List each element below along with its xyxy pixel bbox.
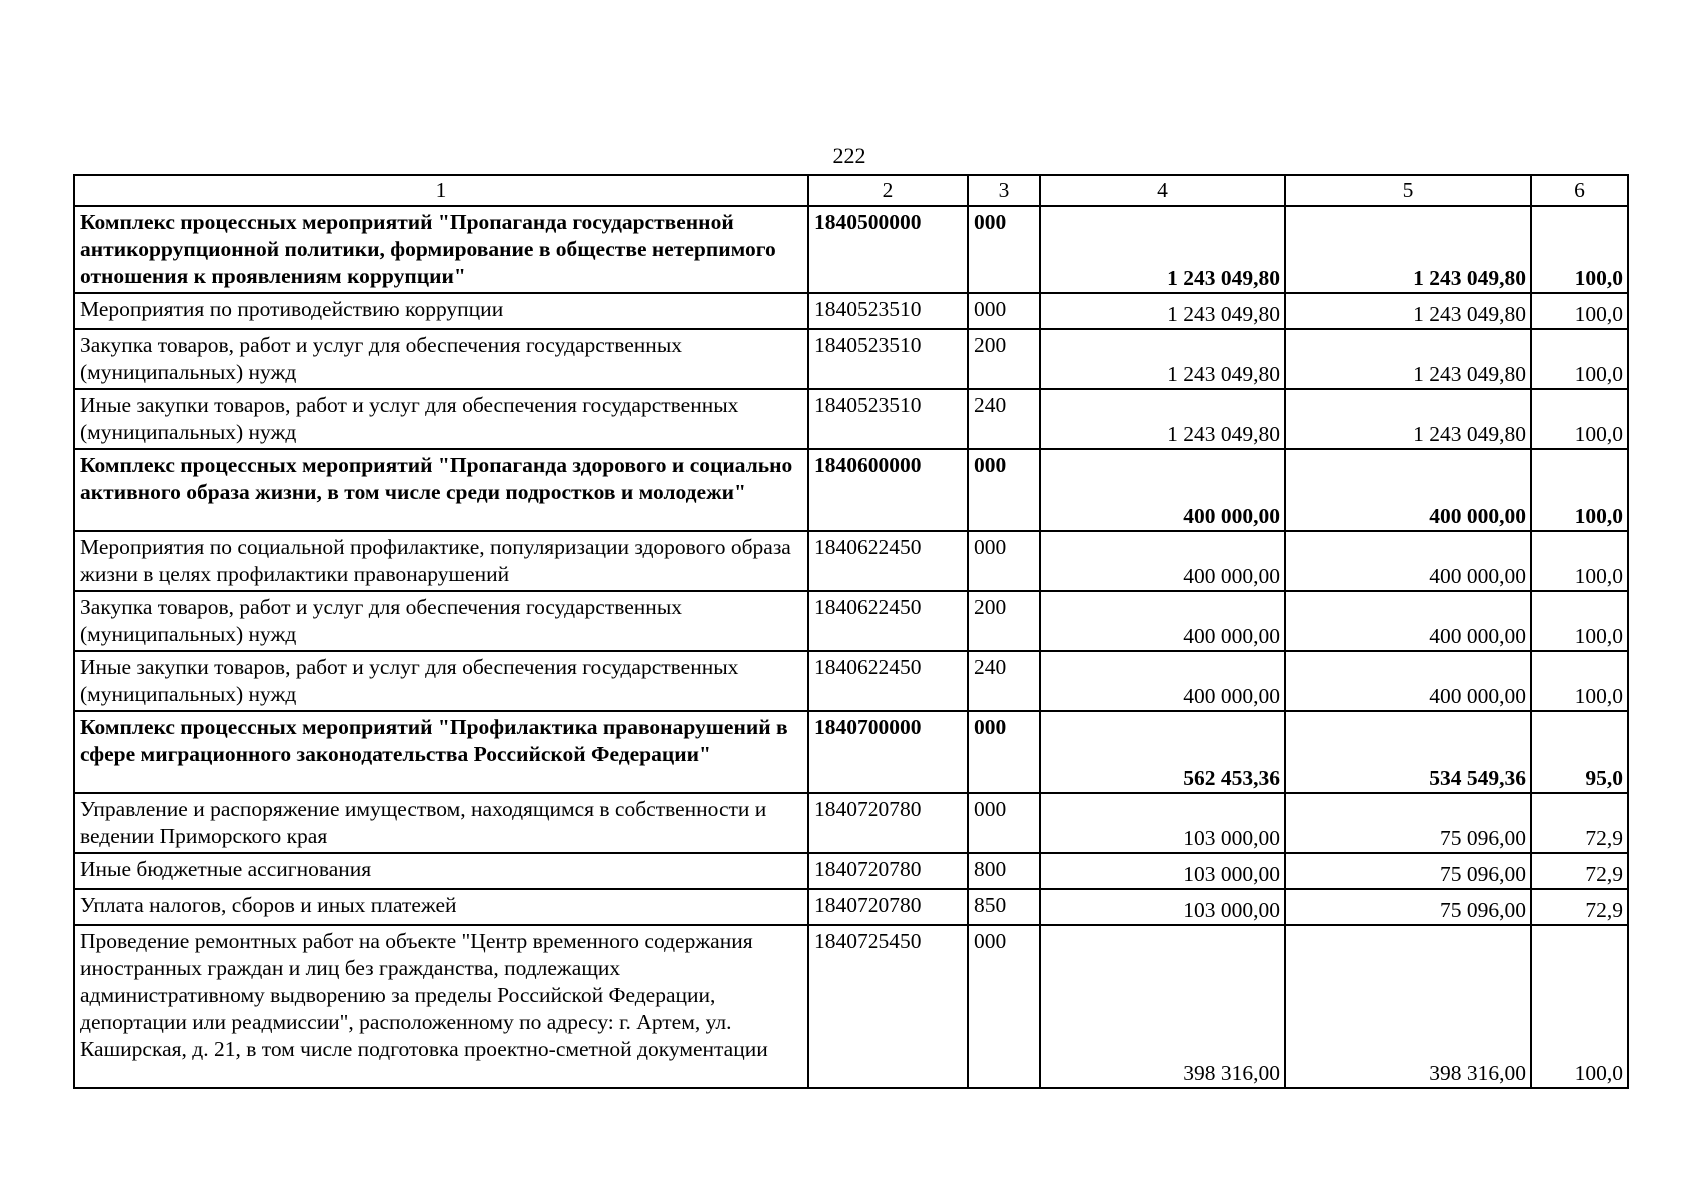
budget-table: [73, 174, 1629, 1089]
row-plan-amount-cell: 1 243 049,80: [1040, 389, 1285, 449]
row-percent-cell: 100,0: [1531, 293, 1628, 329]
row-name-cell: Комплекс процессных мероприятий "Пропаганда здорового и социально активного образа жизни, в том числе среди подростков и молодежи": [74, 449, 808, 531]
row-plan-amount-cell: 398 316,00: [1040, 925, 1285, 1088]
row-percent-cell: 100,0: [1531, 531, 1628, 591]
row-name-cell: Закупка товаров, работ и услуг для обеспечения государственных (муниципальных) нужд: [74, 591, 808, 651]
row-type-cell: 200: [968, 329, 1040, 389]
row-name-cell: Комплекс процессных мероприятий "Профилактика правонарушений в сфере миграционного законодательства Российской Федерации": [74, 711, 808, 793]
table-row: [74, 293, 1628, 329]
row-plan-amount-cell: 1 243 049,80: [1040, 293, 1285, 329]
row-percent-cell: 100,0: [1531, 206, 1628, 293]
column-header: 2: [808, 175, 968, 206]
row-type-cell: 000: [968, 531, 1040, 591]
row-percent-cell: 100,0: [1531, 389, 1628, 449]
table-row: [74, 711, 1628, 793]
row-code-cell: 1840700000: [808, 711, 968, 793]
row-plan-amount-cell: 1 243 049,80: [1040, 329, 1285, 389]
row-code-cell: 1840600000: [808, 449, 968, 531]
row-fact-amount-cell: 75 096,00: [1285, 793, 1531, 853]
table-row: [74, 531, 1628, 591]
row-name-cell: Мероприятия по социальной профилактике, популяризации здорового образа жизни в целях профилактики правонарушений: [74, 531, 808, 591]
column-header: 6: [1531, 175, 1628, 206]
row-name-cell: Управление и распоряжение имуществом, находящимся в собственности и ведении Приморского края: [74, 793, 808, 853]
row-percent-cell: 72,9: [1531, 853, 1628, 889]
row-fact-amount-cell: 400 000,00: [1285, 591, 1531, 651]
row-percent-cell: 100,0: [1531, 329, 1628, 389]
row-code-cell: 1840720780: [808, 853, 968, 889]
row-code-cell: 1840500000: [808, 206, 968, 293]
row-code-cell: 1840523510: [808, 389, 968, 449]
row-plan-amount-cell: 1 243 049,80: [1040, 206, 1285, 293]
table-row: [74, 889, 1628, 925]
row-fact-amount-cell: 1 243 049,80: [1285, 293, 1531, 329]
row-fact-amount-cell: 1 243 049,80: [1285, 329, 1531, 389]
row-code-cell: 1840523510: [808, 329, 968, 389]
row-type-cell: 000: [968, 711, 1040, 793]
row-fact-amount-cell: 400 000,00: [1285, 651, 1531, 711]
table-row: [74, 591, 1628, 651]
row-code-cell: 1840622450: [808, 651, 968, 711]
row-name-cell: Уплата налогов, сборов и иных платежей: [74, 889, 808, 925]
row-fact-amount-cell: 1 243 049,80: [1285, 206, 1531, 293]
row-percent-cell: 100,0: [1531, 591, 1628, 651]
row-type-cell: 850: [968, 889, 1040, 925]
column-header: 1: [74, 175, 808, 206]
row-percent-cell: 100,0: [1531, 449, 1628, 531]
row-code-cell: 1840720780: [808, 889, 968, 925]
row-plan-amount-cell: 103 000,00: [1040, 793, 1285, 853]
row-percent-cell: 95,0: [1531, 711, 1628, 793]
row-plan-amount-cell: 400 000,00: [1040, 651, 1285, 711]
row-fact-amount-cell: 1 243 049,80: [1285, 389, 1531, 449]
row-type-cell: 000: [968, 206, 1040, 293]
row-type-cell: 240: [968, 651, 1040, 711]
row-name-cell: Иные закупки товаров, работ и услуг для обеспечения государственных (муниципальных) нужд: [74, 651, 808, 711]
row-fact-amount-cell: 398 316,00: [1285, 925, 1531, 1088]
row-fact-amount-cell: 534 549,36: [1285, 711, 1531, 793]
row-code-cell: 1840622450: [808, 531, 968, 591]
row-name-cell: Комплекс процессных мероприятий "Пропаганда государственной антикоррупционной политики, формирование в обществе нетерпимого отношения к проявлениям коррупции": [74, 206, 808, 293]
row-type-cell: 200: [968, 591, 1040, 651]
row-name-cell: Мероприятия по противодействию коррупции: [74, 293, 808, 329]
page-number: 222: [832, 143, 866, 168]
row-name-cell: Иные закупки товаров, работ и услуг для обеспечения государственных (муниципальных) нужд: [74, 389, 808, 449]
row-type-cell: 000: [968, 449, 1040, 531]
row-plan-amount-cell: 103 000,00: [1040, 889, 1285, 925]
row-type-cell: 800: [968, 853, 1040, 889]
row-fact-amount-cell: 400 000,00: [1285, 449, 1531, 531]
table-row: [74, 329, 1628, 389]
column-header: 4: [1040, 175, 1285, 206]
row-percent-cell: 100,0: [1531, 925, 1628, 1088]
table-header-row: [74, 175, 1628, 206]
table-row: [74, 925, 1628, 1088]
row-fact-amount-cell: 400 000,00: [1285, 531, 1531, 591]
row-code-cell: 1840725450: [808, 925, 968, 1088]
row-plan-amount-cell: 400 000,00: [1040, 449, 1285, 531]
row-name-cell: Проведение ремонтных работ на объекте "Центр временного содержания иностранных граждан и лиц без гражданства, подлежащих административному выдворению за пределы Российской Федерации, депортации или реадмиссии", расположенному по адресу: г. Артем, ул. Каширская, д. 21, в том числе подготовка проектно-сметной документации: [74, 925, 808, 1088]
table-row: [74, 793, 1628, 853]
row-code-cell: 1840720780: [808, 793, 968, 853]
table-row: [74, 206, 1628, 293]
row-percent-cell: 100,0: [1531, 651, 1628, 711]
table-row: [74, 389, 1628, 449]
row-percent-cell: 72,9: [1531, 889, 1628, 925]
row-plan-amount-cell: 562 453,36: [1040, 711, 1285, 793]
row-plan-amount-cell: 400 000,00: [1040, 531, 1285, 591]
table-row: [74, 449, 1628, 531]
row-plan-amount-cell: 103 000,00: [1040, 853, 1285, 889]
row-type-cell: 000: [968, 293, 1040, 329]
row-code-cell: 1840523510: [808, 293, 968, 329]
column-header: 5: [1285, 175, 1531, 206]
row-plan-amount-cell: 400 000,00: [1040, 591, 1285, 651]
row-percent-cell: 72,9: [1531, 793, 1628, 853]
row-code-cell: 1840622450: [808, 591, 968, 651]
table-row: [74, 651, 1628, 711]
row-fact-amount-cell: 75 096,00: [1285, 853, 1531, 889]
row-name-cell: Закупка товаров, работ и услуг для обеспечения государственных (муниципальных) нужд: [74, 329, 808, 389]
row-fact-amount-cell: 75 096,00: [1285, 889, 1531, 925]
row-type-cell: 000: [968, 793, 1040, 853]
row-name-cell: Иные бюджетные ассигнования: [74, 853, 808, 889]
column-header: 3: [968, 175, 1040, 206]
row-type-cell: 000: [968, 925, 1040, 1088]
table-row: [74, 853, 1628, 889]
row-type-cell: 240: [968, 389, 1040, 449]
